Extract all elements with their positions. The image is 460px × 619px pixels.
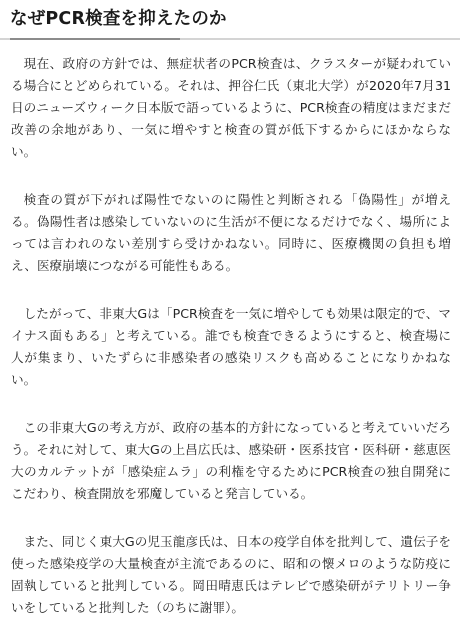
article-paragraph-4: この非東大Gの考え方が、政府の基本的方針になっていると考えていいだろう。それに対して、東大Gの上昌広氏は、感染研・医系技官・医科研・慈恵医大のカルテットが「感染症ムラ」の利権を守るためにPCR検査の独自開発にこだわり、検査開放を邪魔していると発言している。: [11, 420, 451, 501]
article-paragraph-1: 現在、政府の方針では、無症状者のPCR検査は、クラスターが疑われている場合にとどめられている。それは、押谷仁氏（東北大学）が2020年7月31日のニューズウィーク日本版で語っているように、PCR検査の精度はまだまだ改善の余地があり、一気に増やすと検査の質が低下するからにほかならない。: [11, 56, 451, 159]
heading-underline-accent: [10, 38, 180, 40]
article-body: [11, 53, 451, 619]
article-paragraph-5: また、同じく東大Gの児玉龍彦氏は、日本の疫学自体を批判して、遺伝子を使った感染疫学の大量検査が主流であるのに、昭和の懐メロのような防疫に固執していると批判している。岡田晴恵氏はテレビで感染研がテリトリー争いをしていると批判した（のちに謝罪）。: [11, 534, 451, 615]
section-heading-bar: [0, 0, 460, 40]
article-paragraph-3: したがって、非東大Gは「PCR検査を一気に増やしても効果は限定的で、マイナス面もある」と考えている。誰でも検査できるようにすると、検査場に人が集まり、いたずらに非感染者の感染リスクも高めることになりかねない。: [11, 306, 451, 387]
article-paragraph-2: 検査の質が下がれば陽性でないのに陽性と判断される「偽陽性」が増える。偽陽性者は感染していないのに生活が不便になるだけでなく、場所によっては言われのない差別すら受けかねない。同時に、医療機関の負担も増え、医療崩壊につながる可能性もある。: [11, 192, 451, 273]
section-heading: なぜPCR検査を抑えたのか: [10, 9, 227, 29]
